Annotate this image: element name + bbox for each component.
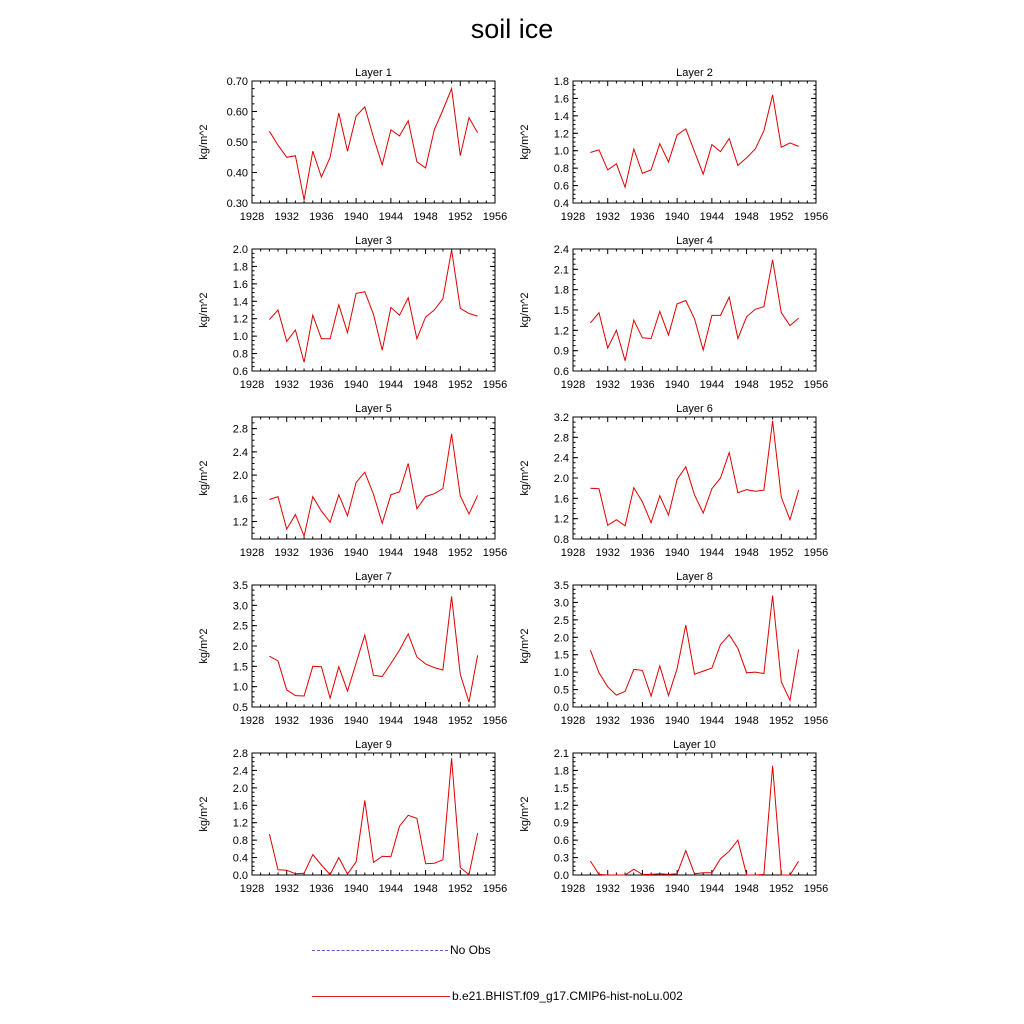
y-tick-label: 1.6 <box>232 278 248 291</box>
x-tick-label: 1936 <box>309 211 334 223</box>
x-tick-label: 1932 <box>274 547 299 559</box>
y-tick-label: 0.70 <box>226 76 248 88</box>
chart-layer-4 <box>519 235 828 391</box>
series-line-model <box>269 434 477 536</box>
y-tick-label: 1.5 <box>553 305 569 317</box>
x-tick-label: 1948 <box>413 547 438 559</box>
x-tick-label: 1936 <box>309 715 334 727</box>
y-axis-label: kg/m^2 <box>519 292 531 328</box>
x-tick-label: 1936 <box>630 379 655 391</box>
x-tick-label: 1928 <box>239 379 265 391</box>
y-axis-label: kg/m^2 <box>198 292 210 328</box>
y-axis-label: kg/m^2 <box>198 796 210 832</box>
x-tick-label: 1936 <box>309 547 334 559</box>
chart-title: Layer 5 <box>355 403 392 415</box>
x-tick-label: 1952 <box>769 883 794 895</box>
y-tick-label: 1.4 <box>553 110 569 123</box>
y-tick-label: 1.8 <box>232 261 248 274</box>
y-tick-label: 1.2 <box>232 817 248 830</box>
legend-label-no-obs: No Obs <box>450 943 491 957</box>
y-tick-label: 2.5 <box>553 614 569 627</box>
y-tick-label: 1.8 <box>553 284 569 297</box>
y-tick-label: 2.4 <box>553 244 569 256</box>
x-tick-label: 1940 <box>343 715 369 727</box>
y-tick-label: 2.8 <box>232 748 248 760</box>
x-tick-label: 1952 <box>448 211 473 223</box>
x-tick-label: 1956 <box>803 715 829 727</box>
plot-frame <box>252 417 495 539</box>
y-tick-label: 0.9 <box>553 345 569 358</box>
x-tick-label: 1928 <box>239 547 265 559</box>
series-line-model <box>269 758 477 874</box>
y-tick-label: 2.0 <box>553 632 569 645</box>
y-tick-label: 0.5 <box>232 702 248 714</box>
y-tick-label: 1.6 <box>553 93 569 106</box>
y-tick-label: 3.2 <box>553 412 569 424</box>
x-tick-label: 1928 <box>560 715 586 727</box>
x-tick-label: 1944 <box>699 715 725 727</box>
x-tick-label: 1932 <box>274 211 299 223</box>
y-tick-label: 1.8 <box>553 765 569 778</box>
x-tick-label: 1944 <box>378 883 404 895</box>
chart-layer-3 <box>198 235 507 391</box>
x-tick-label: 1936 <box>309 379 334 391</box>
chart-layer-10 <box>519 739 828 895</box>
y-axis-label: kg/m^2 <box>519 628 531 664</box>
x-tick-label: 1956 <box>803 211 829 223</box>
x-tick-label: 1940 <box>664 547 690 559</box>
plot-frame <box>252 249 495 371</box>
y-tick-label: 0.0 <box>553 870 569 882</box>
series-line-model <box>269 596 477 702</box>
x-tick-label: 1956 <box>482 715 508 727</box>
x-tick-label: 1952 <box>448 883 473 895</box>
x-tick-label: 1956 <box>482 883 508 895</box>
chart-title: Layer 3 <box>355 235 392 247</box>
chart-title: Layer 10 <box>673 739 716 751</box>
x-tick-label: 1940 <box>664 379 690 391</box>
y-tick-label: 2.0 <box>553 473 569 485</box>
y-tick-label: 1.2 <box>553 128 569 141</box>
y-tick-label: 0.8 <box>553 534 569 546</box>
x-tick-label: 1956 <box>482 547 508 559</box>
x-tick-label: 1948 <box>734 211 759 223</box>
x-tick-label: 1952 <box>448 715 473 727</box>
x-tick-label: 1928 <box>560 379 586 391</box>
x-tick-label: 1948 <box>734 547 759 559</box>
plot-frame <box>573 249 816 371</box>
plot-frame <box>573 81 816 203</box>
y-tick-label: 0.3 <box>553 852 569 865</box>
y-tick-label: 0.6 <box>553 835 569 848</box>
x-tick-label: 1932 <box>274 379 299 391</box>
y-tick-label: 0.5 <box>553 684 569 697</box>
y-tick-label: 0.8 <box>553 163 569 176</box>
chart-layer-2 <box>519 67 828 223</box>
x-tick-label: 1952 <box>448 379 473 391</box>
x-tick-label: 1932 <box>595 715 620 727</box>
series-line-model <box>269 250 477 362</box>
chart-layer-6 <box>519 403 828 559</box>
y-tick-label: 1.0 <box>553 145 569 158</box>
y-tick-label: 0.0 <box>232 870 248 882</box>
series-line-model <box>590 95 798 187</box>
x-tick-label: 1940 <box>343 211 369 223</box>
x-tick-label: 1932 <box>274 715 299 727</box>
x-tick-label: 1952 <box>769 211 794 223</box>
y-tick-label: 1.0 <box>553 667 569 680</box>
x-tick-label: 1932 <box>595 379 620 391</box>
x-tick-label: 1952 <box>769 379 794 391</box>
y-axis-label: kg/m^2 <box>198 628 210 664</box>
y-tick-label: 1.2 <box>232 516 248 529</box>
chart-layer-8 <box>519 571 828 727</box>
y-tick-label: 1.0 <box>232 681 248 694</box>
plot-frame <box>252 585 495 707</box>
x-tick-label: 1956 <box>482 211 508 223</box>
y-tick-label: 1.5 <box>553 649 569 662</box>
x-tick-label: 1928 <box>239 715 265 727</box>
x-tick-label: 1948 <box>734 715 759 727</box>
series-line-model <box>269 89 477 200</box>
chart-layer-1 <box>198 67 507 223</box>
x-tick-label: 1932 <box>274 883 299 895</box>
x-tick-label: 1936 <box>630 211 655 223</box>
y-tick-label: 0.50 <box>226 137 248 149</box>
x-tick-label: 1944 <box>378 547 404 559</box>
y-tick-label: 0.4 <box>553 198 569 210</box>
x-tick-label: 1928 <box>560 883 586 895</box>
x-tick-label: 1948 <box>734 379 759 391</box>
y-tick-label: 3.5 <box>553 580 569 592</box>
x-tick-label: 1932 <box>595 211 620 223</box>
legend-dashed-line <box>312 950 448 951</box>
x-tick-label: 1928 <box>560 211 586 223</box>
y-axis-label: kg/m^2 <box>519 124 531 160</box>
x-tick-label: 1940 <box>664 211 690 223</box>
x-tick-label: 1928 <box>239 883 265 895</box>
x-tick-label: 1944 <box>699 883 725 895</box>
y-tick-label: 0.30 <box>226 198 248 210</box>
x-tick-label: 1944 <box>378 379 404 391</box>
x-tick-label: 1952 <box>769 547 794 559</box>
chart-layer-9 <box>198 739 507 895</box>
x-tick-label: 1940 <box>343 547 369 559</box>
y-tick-label: 0.8 <box>232 835 248 848</box>
x-tick-label: 1944 <box>699 379 725 391</box>
y-axis-label: kg/m^2 <box>198 124 210 160</box>
y-tick-label: 1.2 <box>553 513 569 526</box>
x-tick-label: 1944 <box>699 547 725 559</box>
y-tick-label: 0.6 <box>232 366 248 378</box>
x-tick-label: 1944 <box>699 211 725 223</box>
y-tick-label: 2.8 <box>553 432 569 445</box>
y-tick-label: 2.0 <box>232 470 248 483</box>
y-tick-label: 3.0 <box>232 600 248 613</box>
x-tick-label: 1940 <box>343 379 369 391</box>
x-tick-label: 1948 <box>413 211 438 223</box>
y-tick-label: 2.0 <box>232 782 248 795</box>
y-tick-label: 0.60 <box>226 106 248 119</box>
y-tick-label: 2.4 <box>232 446 248 459</box>
x-tick-label: 1940 <box>343 883 369 895</box>
y-tick-label: 0.9 <box>553 817 569 830</box>
chart-title: Layer 1 <box>355 67 392 79</box>
y-tick-label: 1.2 <box>553 325 569 338</box>
y-tick-label: 1.8 <box>553 76 569 88</box>
y-tick-label: 3.5 <box>232 580 248 592</box>
y-axis-label: kg/m^2 <box>198 460 210 496</box>
series-line-model <box>590 596 798 701</box>
y-tick-label: 1.6 <box>232 800 248 813</box>
y-tick-label: 2.1 <box>553 748 569 760</box>
legend-solid-line <box>312 996 450 997</box>
x-tick-label: 1944 <box>378 211 404 223</box>
series-line-model <box>590 421 798 526</box>
x-tick-label: 1956 <box>803 379 829 391</box>
page-title: soil ice <box>470 14 554 44</box>
x-tick-label: 1940 <box>664 715 690 727</box>
series-line-model <box>590 260 798 361</box>
x-tick-label: 1936 <box>309 883 334 895</box>
y-tick-label: 3.0 <box>553 597 569 610</box>
x-tick-label: 1944 <box>378 715 404 727</box>
y-tick-label: 2.4 <box>232 765 248 778</box>
x-tick-label: 1936 <box>630 883 655 895</box>
x-tick-label: 1948 <box>734 883 759 895</box>
x-tick-label: 1932 <box>595 883 620 895</box>
y-axis-label: kg/m^2 <box>519 796 531 832</box>
x-tick-label: 1928 <box>560 547 586 559</box>
legend-label-model: b.e21.BHIST.f09_g17.CMIP6-hist-noLu.002 <box>452 989 683 1003</box>
y-tick-label: 1.0 <box>232 331 248 344</box>
x-tick-label: 1956 <box>482 379 508 391</box>
y-axis-label: kg/m^2 <box>519 460 531 496</box>
y-tick-label: 1.4 <box>232 296 248 309</box>
chart-title: Layer 8 <box>676 571 713 583</box>
y-tick-label: 2.4 <box>553 452 569 465</box>
y-tick-label: 2.8 <box>232 423 248 436</box>
y-tick-label: 1.6 <box>232 493 248 506</box>
chart-layer-5 <box>198 403 507 559</box>
x-tick-label: 1952 <box>448 547 473 559</box>
y-tick-label: 1.5 <box>232 661 248 674</box>
x-tick-label: 1948 <box>413 715 438 727</box>
legend-entry-model <box>312 989 683 1003</box>
x-tick-label: 1948 <box>413 883 438 895</box>
x-tick-label: 1940 <box>664 883 690 895</box>
x-tick-label: 1956 <box>803 547 829 559</box>
y-tick-label: 2.0 <box>232 641 248 653</box>
y-tick-label: 0.0 <box>553 702 569 714</box>
y-tick-label: 1.6 <box>553 493 569 506</box>
x-tick-label: 1952 <box>769 715 794 727</box>
y-tick-label: 1.2 <box>232 313 248 326</box>
x-tick-label: 1956 <box>803 883 829 895</box>
legend-entry-no-obs <box>312 943 491 957</box>
y-tick-label: 0.4 <box>232 852 248 865</box>
y-tick-label: 0.40 <box>226 167 248 180</box>
y-tick-label: 1.5 <box>553 782 569 795</box>
x-tick-label: 1936 <box>630 715 655 727</box>
chart-title: Layer 9 <box>355 739 392 751</box>
y-tick-label: 0.6 <box>553 366 569 378</box>
x-tick-label: 1936 <box>630 547 655 559</box>
y-tick-label: 0.6 <box>553 180 569 193</box>
series-line-model <box>590 766 798 875</box>
chart-layer-7 <box>198 571 507 727</box>
y-tick-label: 2.1 <box>553 264 569 277</box>
chart-title: Layer 7 <box>355 571 392 583</box>
y-tick-label: 2.5 <box>232 620 248 633</box>
chart-title: Layer 6 <box>676 403 713 415</box>
chart-title: Layer 2 <box>676 67 713 79</box>
y-tick-label: 0.8 <box>232 348 248 361</box>
plot-frame <box>252 753 495 875</box>
x-tick-label: 1948 <box>413 379 438 391</box>
y-tick-label: 2.0 <box>232 244 248 256</box>
x-tick-label: 1928 <box>239 211 265 223</box>
chart-title: Layer 4 <box>676 235 713 247</box>
x-tick-label: 1932 <box>595 547 620 559</box>
y-tick-label: 1.2 <box>553 800 569 813</box>
